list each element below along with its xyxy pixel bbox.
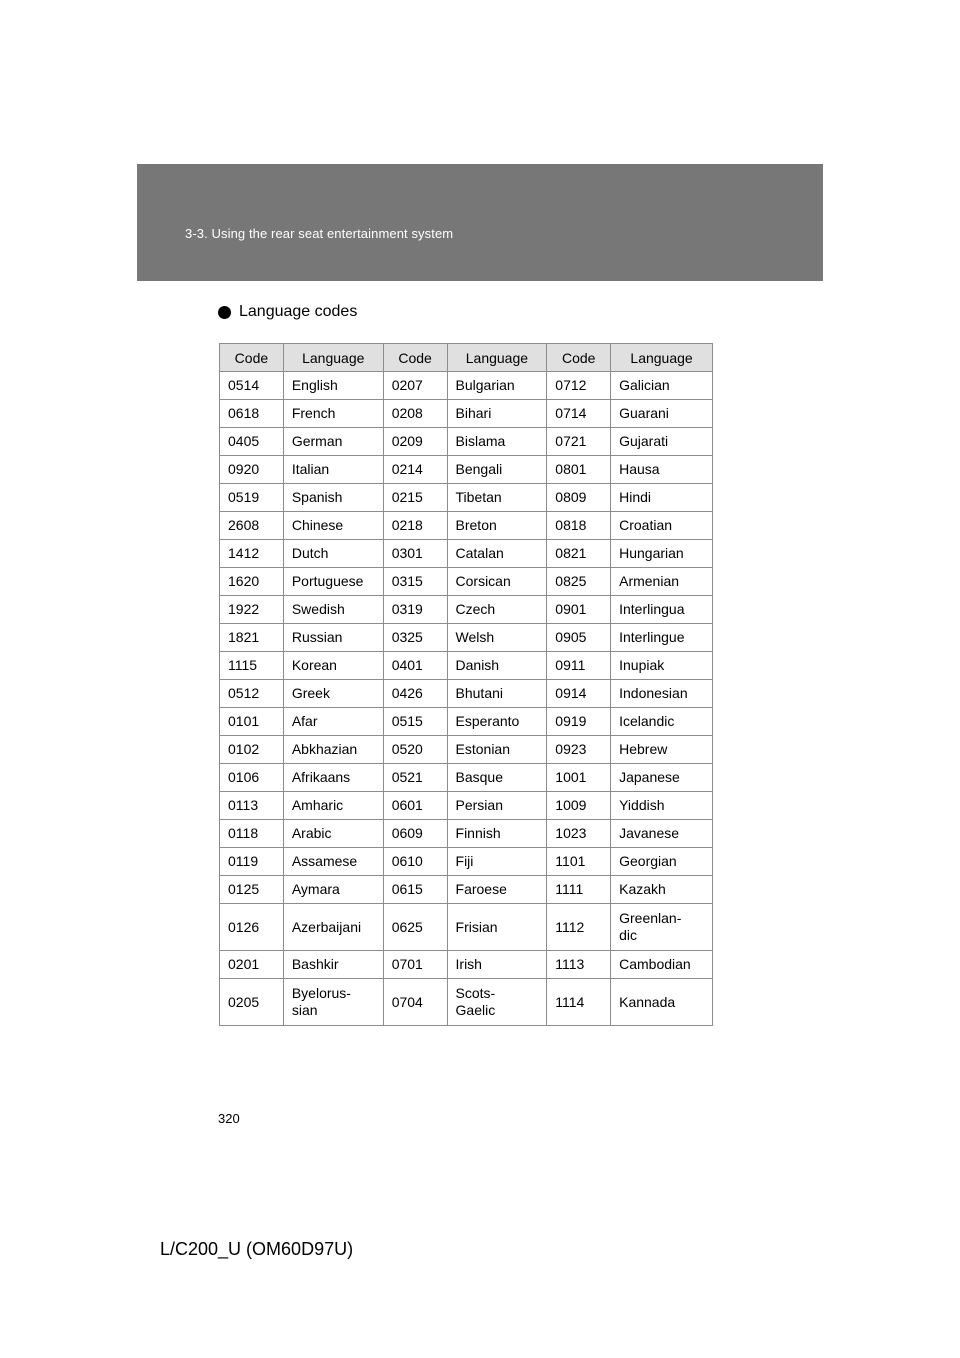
language-cell: Finnish (447, 820, 547, 848)
table-row (220, 484, 713, 512)
language-cell: Bashkir (283, 951, 383, 979)
language-cell: Afrikaans (283, 764, 383, 792)
code-cell: 1114 (547, 979, 611, 1026)
code-cell: 1922 (220, 596, 284, 624)
language-cell: Catalan (447, 540, 547, 568)
table-row (220, 904, 713, 951)
table-row (220, 568, 713, 596)
code-cell: 0818 (547, 512, 611, 540)
language-cell: German (283, 428, 383, 456)
code-cell: 0209 (383, 428, 447, 456)
language-cell: Icelandic (611, 708, 713, 736)
code-cell: 0426 (383, 680, 447, 708)
bullet-icon (218, 306, 231, 319)
language-cell: Bulgarian (447, 372, 547, 400)
code-cell: 0615 (383, 876, 447, 904)
code-cell: 0102 (220, 736, 284, 764)
code-cell: 0905 (547, 624, 611, 652)
code-cell: 1101 (547, 848, 611, 876)
code-cell: 0609 (383, 820, 447, 848)
language-cell: English (283, 372, 383, 400)
code-cell: 0520 (383, 736, 447, 764)
language-cell: Bhutani (447, 680, 547, 708)
table-row (220, 820, 713, 848)
page-number: 320 (218, 1111, 240, 1126)
code-cell: 0118 (220, 820, 284, 848)
code-cell: 0601 (383, 792, 447, 820)
language-cell: Breton (447, 512, 547, 540)
language-cell: Italian (283, 456, 383, 484)
language-cell: Cambodian (611, 951, 713, 979)
column-header: Code (220, 344, 284, 372)
language-cell: Bihari (447, 400, 547, 428)
language-cell: Corsican (447, 568, 547, 596)
code-cell: 0113 (220, 792, 284, 820)
table-row (220, 624, 713, 652)
table-row (220, 708, 713, 736)
code-cell: 0704 (383, 979, 447, 1026)
language-cell: Irish (447, 951, 547, 979)
table-row (220, 372, 713, 400)
language-cell: Interlingua (611, 596, 713, 624)
language-cell: Arabic (283, 820, 383, 848)
code-cell: 0515 (383, 708, 447, 736)
language-cell: Hindi (611, 484, 713, 512)
code-cell: 0106 (220, 764, 284, 792)
language-cell: Inupiak (611, 652, 713, 680)
code-cell: 0519 (220, 484, 284, 512)
code-cell: 0610 (383, 848, 447, 876)
table-header-row (220, 344, 713, 372)
column-header: Language (283, 344, 383, 372)
code-cell: 0914 (547, 680, 611, 708)
code-cell: 0923 (547, 736, 611, 764)
code-cell: 0301 (383, 540, 447, 568)
language-cell: Interlingue (611, 624, 713, 652)
code-cell: 0821 (547, 540, 611, 568)
language-cell: Faroese (447, 876, 547, 904)
code-cell: 1412 (220, 540, 284, 568)
language-cell: Portuguese (283, 568, 383, 596)
language-cell: Swedish (283, 596, 383, 624)
code-cell: 0201 (220, 951, 284, 979)
table-row (220, 979, 713, 1026)
table-row (220, 428, 713, 456)
table-row (220, 764, 713, 792)
code-cell: 0714 (547, 400, 611, 428)
column-header: Code (383, 344, 447, 372)
language-cell: Scots- Gaelic (447, 979, 547, 1026)
language-cell: French (283, 400, 383, 428)
table-row (220, 736, 713, 764)
code-cell: 1821 (220, 624, 284, 652)
table-row (220, 652, 713, 680)
language-cell: Basque (447, 764, 547, 792)
language-cell: Assamese (283, 848, 383, 876)
table-row (220, 596, 713, 624)
code-cell: 0215 (383, 484, 447, 512)
language-cell: Azerbaijani (283, 904, 383, 951)
code-cell: 0315 (383, 568, 447, 596)
code-cell: 0119 (220, 848, 284, 876)
language-cell: Georgian (611, 848, 713, 876)
code-cell: 0618 (220, 400, 284, 428)
code-cell: 0325 (383, 624, 447, 652)
language-cell: Japanese (611, 764, 713, 792)
code-cell: 0214 (383, 456, 447, 484)
table-row (220, 680, 713, 708)
code-cell: 0701 (383, 951, 447, 979)
code-cell: 1620 (220, 568, 284, 596)
language-cell: Indonesian (611, 680, 713, 708)
code-cell: 0712 (547, 372, 611, 400)
section-header-band (137, 164, 823, 281)
code-cell: 0205 (220, 979, 284, 1026)
language-cell: Yiddish (611, 792, 713, 820)
code-cell: 0920 (220, 456, 284, 484)
code-cell: 0405 (220, 428, 284, 456)
table-row (220, 540, 713, 568)
language-cell: Hungarian (611, 540, 713, 568)
table-row (220, 951, 713, 979)
subheading-text: Language codes (239, 303, 358, 320)
code-cell: 0625 (383, 904, 447, 951)
code-cell: 0919 (547, 708, 611, 736)
table-row (220, 456, 713, 484)
language-cell: Byelorus- sian (283, 979, 383, 1026)
language-cell: Korean (283, 652, 383, 680)
code-cell: 1009 (547, 792, 611, 820)
language-cell: Galician (611, 372, 713, 400)
language-cell: Croatian (611, 512, 713, 540)
language-cell: Armenian (611, 568, 713, 596)
code-cell: 0401 (383, 652, 447, 680)
table-row (220, 876, 713, 904)
code-cell: 0218 (383, 512, 447, 540)
language-cell: Persian (447, 792, 547, 820)
code-cell: 0901 (547, 596, 611, 624)
language-cell: Spanish (283, 484, 383, 512)
language-codes-table (219, 343, 713, 1026)
code-cell: 1023 (547, 820, 611, 848)
code-cell: 0126 (220, 904, 284, 951)
code-cell: 0512 (220, 680, 284, 708)
language-cell: Gujarati (611, 428, 713, 456)
code-cell: 0809 (547, 484, 611, 512)
language-cell: Bislama (447, 428, 547, 456)
language-cell: Javanese (611, 820, 713, 848)
language-cell: Abkhazian (283, 736, 383, 764)
language-cell: Amharic (283, 792, 383, 820)
language-cell: Kazakh (611, 876, 713, 904)
table-row (220, 848, 713, 876)
code-cell: 0319 (383, 596, 447, 624)
language-cell: Welsh (447, 624, 547, 652)
language-cell: Hausa (611, 456, 713, 484)
language-cell: Frisian (447, 904, 547, 951)
language-cell: Russian (283, 624, 383, 652)
table-row (220, 400, 713, 428)
language-cell: Fiji (447, 848, 547, 876)
code-cell: 0514 (220, 372, 284, 400)
language-cell: Tibetan (447, 484, 547, 512)
language-cell: Bengali (447, 456, 547, 484)
model-code: L/C200_U (OM60D97U) (160, 1239, 354, 1259)
code-cell: 1115 (220, 652, 284, 680)
language-cell: Estonian (447, 736, 547, 764)
subheading (218, 303, 357, 321)
language-cell: Danish (447, 652, 547, 680)
language-cell: Kannada (611, 979, 713, 1026)
language-cell: Hebrew (611, 736, 713, 764)
language-cell: Czech (447, 596, 547, 624)
language-cell: Greenlan- dic (611, 904, 713, 951)
column-header: Code (547, 344, 611, 372)
code-cell: 1111 (547, 876, 611, 904)
code-cell: 0101 (220, 708, 284, 736)
language-cell: Dutch (283, 540, 383, 568)
language-cell: Afar (283, 708, 383, 736)
language-cell: Esperanto (447, 708, 547, 736)
language-cell: Chinese (283, 512, 383, 540)
code-cell: 0721 (547, 428, 611, 456)
section-title: 3-3. Using the rear seat entertainment system (185, 226, 454, 241)
code-cell: 0125 (220, 876, 284, 904)
code-cell: 0825 (547, 568, 611, 596)
column-header: Language (611, 344, 713, 372)
language-cell: Guarani (611, 400, 713, 428)
code-cell: 1112 (547, 904, 611, 951)
language-cell: Aymara (283, 876, 383, 904)
code-cell: 1001 (547, 764, 611, 792)
code-cell: 0801 (547, 456, 611, 484)
code-cell: 2608 (220, 512, 284, 540)
code-cell: 0208 (383, 400, 447, 428)
code-cell: 0911 (547, 652, 611, 680)
code-cell: 0521 (383, 764, 447, 792)
code-cell: 0207 (383, 372, 447, 400)
code-cell: 1113 (547, 951, 611, 979)
language-cell: Greek (283, 680, 383, 708)
table-row (220, 512, 713, 540)
table-row (220, 792, 713, 820)
column-header: Language (447, 344, 547, 372)
